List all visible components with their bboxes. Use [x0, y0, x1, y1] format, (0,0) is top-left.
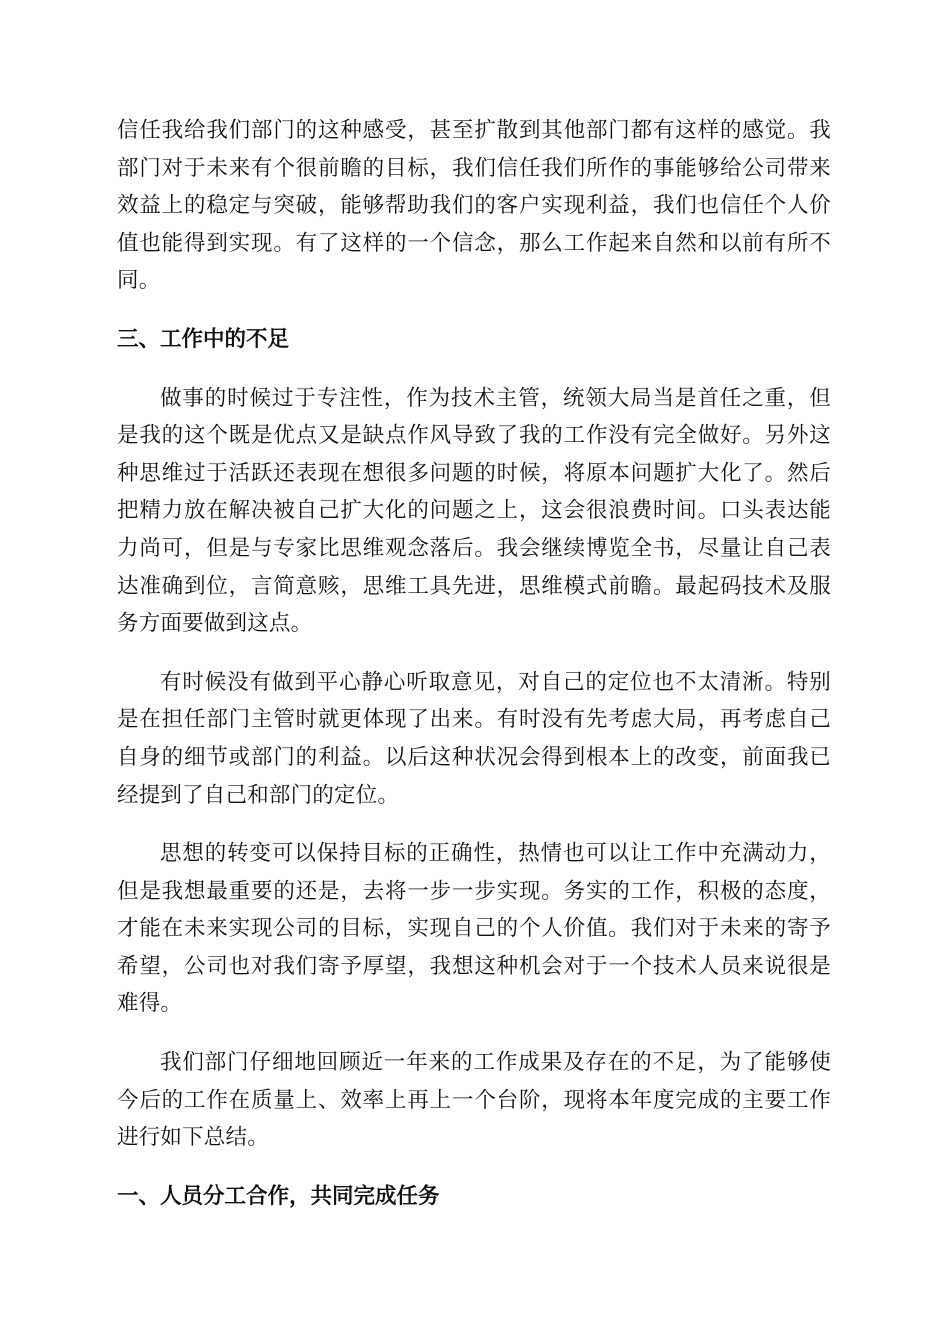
paragraph-review: 我们部门仔细地回顾近一年来的工作成果及存在的不足，为了能够使今后的工作在质量上、效率上再上一个台阶，现将本年度完成的主要工作进行如下总结。 — [117, 1050, 831, 1151]
section-heading-shortcomings: 三、工作中的不足 — [117, 326, 290, 352]
paragraph-mindset: 思想的转变可以保持目标的正确性，热情也可以让工作中充满动力，但是我想最重要的还是，去将一步一步实现。务实的工作，积极的态度，才能在未来实现公司的目标，实现自己的个人价值。我们对于未来的寄予希望，公司也对我们寄予厚望，我想这种机会对于一个技术人员来说很是难得。 — [117, 841, 831, 1017]
paragraph-trust: 信任我给我们部门的这种感受，甚至扩散到其他部门都有这样的感觉。我部门对于未来有个很前瞻的目标，我们信任我们所作的事能够给公司带来效益上的稳定与突破，能够帮助我们的客户实现利益，我们也信任个人价值也能得到实现。有了这样的一个信念，那么工作起来自然和以前有所不同。 — [117, 118, 831, 294]
paragraph-gap — [117, 359, 831, 380]
paragraph-gap — [117, 300, 831, 321]
paragraph-gap — [117, 643, 831, 664]
paragraph-listening: 有时候没有做到平心静心听取意见，对自己的定位也不太清淅。特别是在担任部门主管时就更体现了出来。有时没有先考虑大局，再考虑自己自身的细节或部门的利益。以后这种状况会得到根本上的改变，前面我已经提到了自己和部门的定位。 — [117, 669, 831, 808]
paragraph-gap — [117, 1157, 831, 1178]
section-heading-teamwork: 一、人员分工合作，共同完成任务 — [117, 1183, 440, 1209]
document-body — [117, 112, 831, 1215]
paragraph-gap — [117, 814, 831, 835]
paragraph-focus: 做事的时候过于专注性，作为技术主管，统领大局当是首任之重，但是我的这个既是优点又是缺点作风导致了我的工作没有完全做好。另外这种思维过于活跃还表现在想很多问题的时候，将原本问题扩大化了。然后把精力放在解决被自己扩大化的问题之上，这会很浪费时间。口头表达能力尚可，但是与专家比思维观念落后。我会继续博览全书，尽量让自己表达准确到位，言简意赅，思维工具先进，思维模式前瞻。最起码技术及服务方面要做到这点。 — [117, 385, 831, 637]
paragraph-gap — [117, 1023, 831, 1044]
